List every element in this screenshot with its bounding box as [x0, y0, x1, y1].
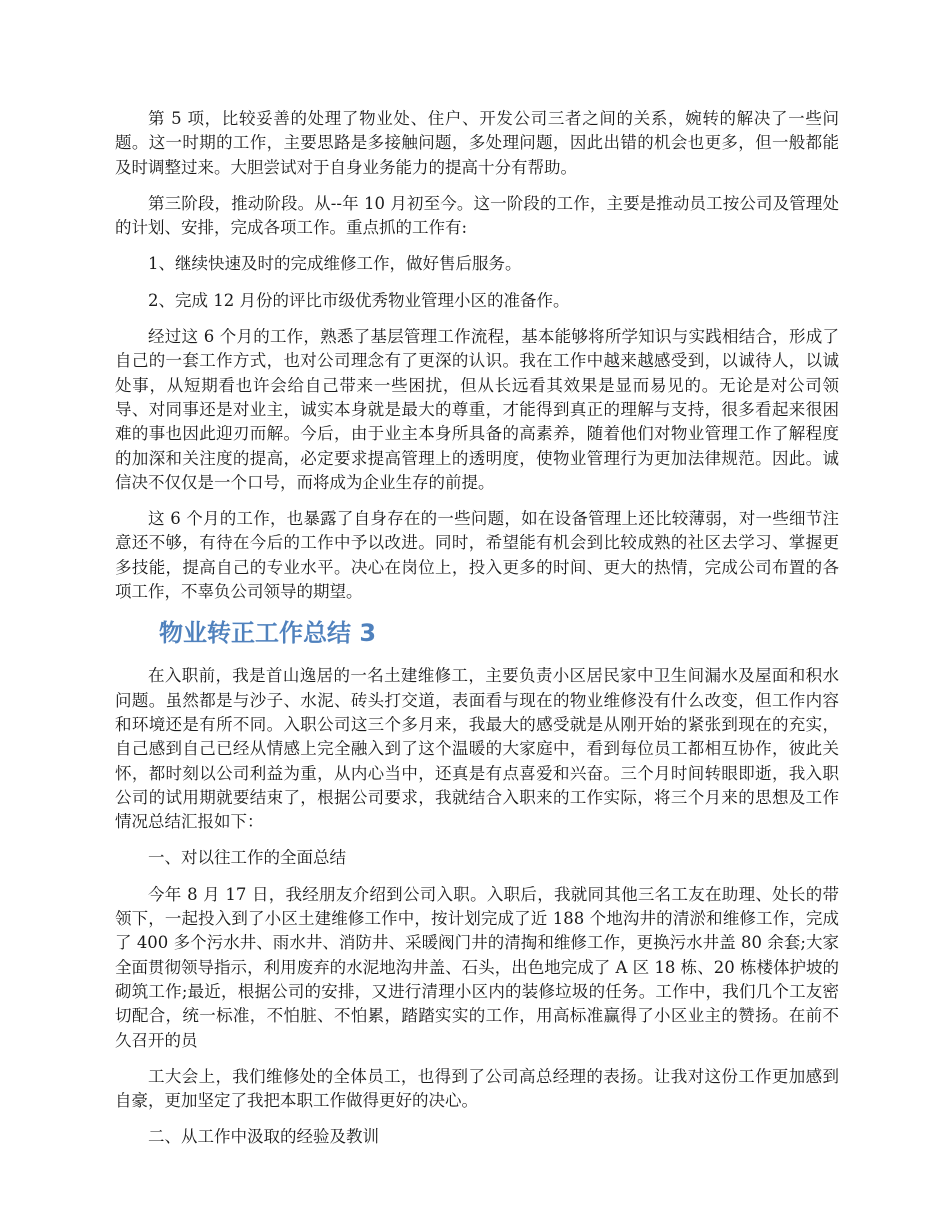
paragraph-work-summary: 今年 8 月 17 日，我经朋友介绍到公司入职。入职后，我就同其他三名工友在助理、处长的带领下，一起投入到了小区土建维修工作中，按计划完成了近 188 个地沟井的清淤和维修工作，完成了 400 多个污水井、雨水井、消防井、采暖阀门井的清掏和维修工作，更换污水井盖 80 余套;大家全面贯彻领导指示，利用废弃的水泥地沟井盖、石头，出色地完成了 A 区 18 栋、20 栋楼体护坡的砌筑工作;最近，根据公司的安排，又进行清理小区内的装修垃圾的任务。工作中，我们几个工友密切配合，统一标准，不怕脏、不怕累，踏踏实实的工作，用高标准赢得了小区业主的赞扬。在前不久召开的员 [115, 884, 839, 1050]
paragraph-six-months-problems: 这 6 个月的工作，也暴露了自身存在的一些问题，如在设备管理上还比较薄弱，对一些细节注意还不够，有待在今后的工作中予以改进。同时，希望能有机会到比较成熟的社区去学习、掌握更多技能，提高自己的专业水平。决心在岗位上，投入更多的时间、更大的热情，完成公司布置的各项工作，不辜负公司领导的期望。 [115, 509, 839, 602]
paragraph-before-joining: 在入职前，我是首山逸居的一名土建维修工，主要负责小区居民家中卫生间漏水及屋面和积水问题。虽然都是与沙子、水泥、砖头打交道，表面看与现在的物业维修没有什么改变，但工作内容和环境还是有所不同。入职公司这三个多月来，我最大的感受就是从刚开始的紧张到现在的充实，自己感到自己已经从情感上完全融入到了这个温暖的大家庭中，看到每位员工都相互协作，彼此关怀，都时刻以公司利益为重，从内心当中，还真是有点喜爱和兴奋。三个月时间转眼即逝，我入职公司的试用期就要结束了，根据公司要求，我就结合入职来的工作实际，将三个月来的思想及工作情况总结汇报如下： [115, 666, 839, 832]
subheading-one: 一、对以往工作的全面总结 [148, 848, 346, 868]
paragraph-six-months-experience: 经过这 6 个月的工作，熟悉了基层管理工作流程，基本能够将所学知识与实践相结合，形成了自己的一套工作方式，也对公司理念有了更深的认识。我在工作中越来越感受到，以诚待人，以诚处事，从短期看也许会给自己带来一些困扰，但从长远看其效果是显而易见的。无论是对公司领导、对同事还是对业主，诚实本身就是最大的尊重，才能得到真正的理解与支持，很多看起来很困难的事也因此迎刃而解。今后，由于业主本身所具备的高素养，随着他们对物业管理工作了解程度的加深和关注度的提高，必定要求提高管理上的透明度，使物业管理行为更加法律规范。因此。诚信决不仅仅是一个口号，而将成为企业生存的前提。 [115, 327, 839, 492]
paragraph-stage-three: 第三阶段，推动阶段。从--年 10 月初至今。这一阶段的工作，主要是推动员工按公司及管理处的计划、安排，完成各项工作。重点抓的工作有: [115, 193, 839, 238]
subheading-two: 二、从工作中汲取的经验及教训 [148, 1127, 379, 1147]
list-item-1: 1、继续快速及时的完成维修工作，做好售后服务。 [148, 254, 522, 274]
paragraph-item-5-summary: 第 5 项，比较妥善的处理了物业处、住户、开发公司三者之间的关系，婉转的解决了一些问题。这一时期的工作，主要思路是多接触问题，多处理问题，因此出错的机会也更多，但一般都能及时调整过来。大胆尝试对于自身业务能力的提高十分有帮助。 [115, 109, 839, 177]
section-heading: 物业转正工作总结 3 [159, 619, 377, 648]
document-body [115, 107, 839, 1162]
paragraph-staff-meeting: 工大会上，我们维修处的全体员工，也得到了公司高总经理的表扬。让我对这份工作更加感到自豪，更加坚定了我把本职工作做得更好的决心。 [115, 1066, 839, 1111]
list-item-2: 2、完成 12 月份的评比市级优秀物业管理小区的准备作。 [148, 290, 570, 310]
